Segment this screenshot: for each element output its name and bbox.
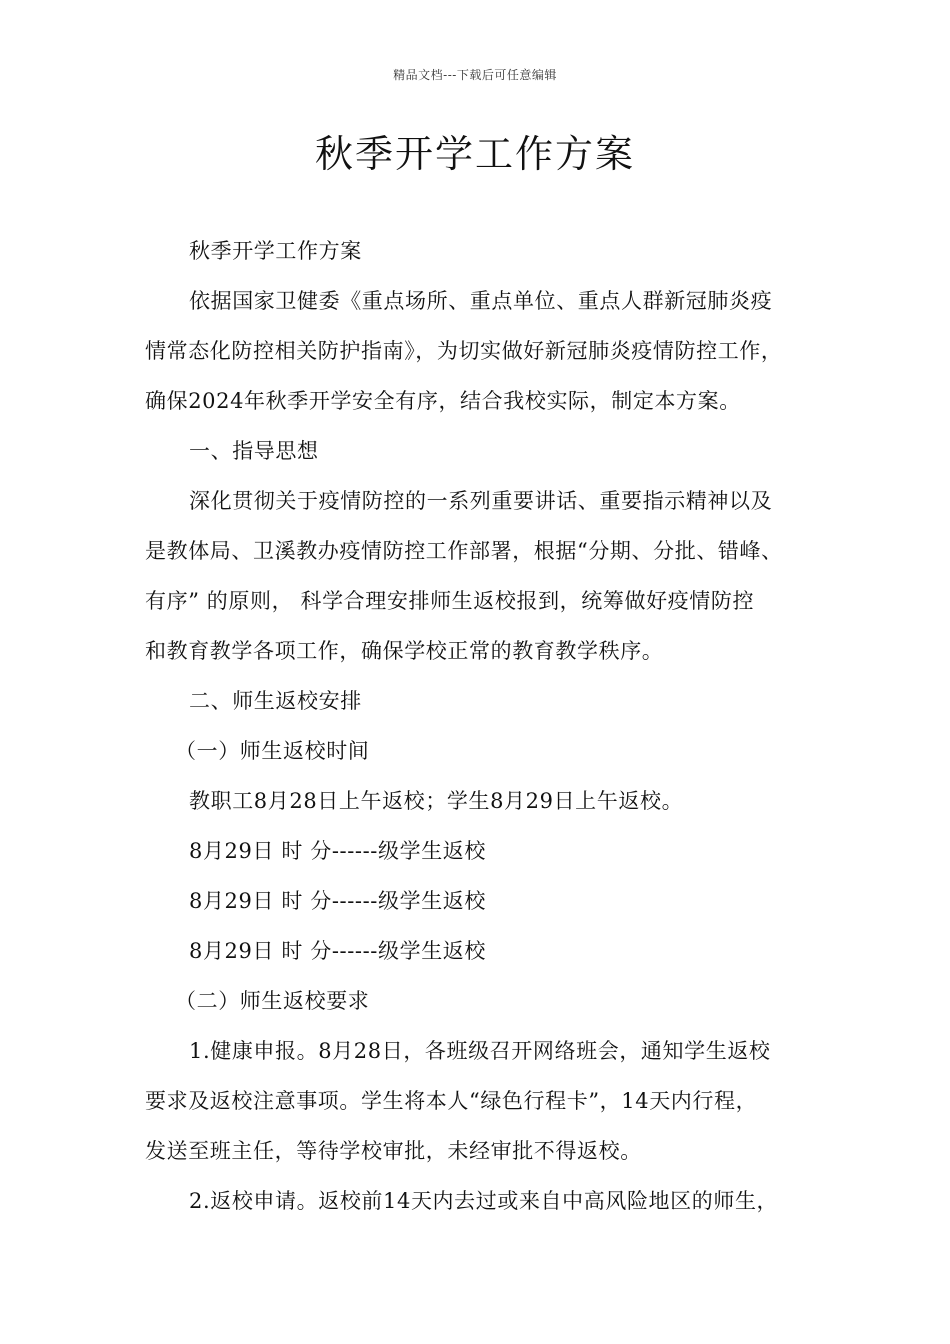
- text-line: 有序” 的原则， 科学合理安排师生返校报到，统筹做好疫情防控: [145, 589, 755, 613]
- text-line: 2.返校申请。返校前14天内去过或来自中高风险地区的师生，: [189, 1189, 779, 1213]
- text-line: 一、指导思想: [189, 439, 319, 463]
- text-line: （一）师生返校时间: [175, 739, 370, 763]
- document-title: 秋季开学工作方案: [314, 132, 635, 176]
- header-note: 精品文档---下载后可任意编辑: [393, 68, 557, 82]
- text-line: 教职工8月28日上午返校；学生8月29日上午返校。: [189, 789, 684, 813]
- text-line: 1.健康申报。8月28日，各班级召开网络班会，通知学生返校: [189, 1039, 771, 1063]
- text-line: 要求及返校注意事项。学生将本人“绿色行程卡”，14天内行程，: [145, 1089, 758, 1113]
- text-line: 二、师生返校安排: [189, 689, 362, 713]
- document-body: [145, 226, 810, 1226]
- text-line: 情常态化防控相关防护指南》，为切实做好新冠肺炎疫情防控工作，: [145, 339, 783, 363]
- text-line: 依据国家卫健委《重点场所、重点单位、重点人群新冠肺炎疫: [189, 289, 773, 313]
- text-line: （二）师生返校要求: [175, 989, 370, 1013]
- text-line: 深化贯彻关于疫情防控的一系列重要讲话、重要指示精神以及: [189, 489, 773, 513]
- text-line: 秋季开学工作方案: [189, 239, 362, 263]
- text-line: 确保2024年秋季开学安全有序，结合我校实际，制定本方案。: [145, 389, 741, 413]
- text-line: 发送至班主任，等待学校审批，未经审批不得返校。: [145, 1139, 642, 1163]
- text-line: 8月29日 时 分------级学生返校: [189, 839, 487, 863]
- text-line: 和教育教学各项工作，确保学校正常的教育教学秩序。: [145, 639, 664, 663]
- text-line: 8月29日 时 分------级学生返校: [189, 889, 487, 913]
- text-line: 8月29日 时 分------级学生返校: [189, 939, 487, 963]
- text-line: 是教体局、卫溪教办疫情防控工作部署，根据“分期、分批、错峰、: [145, 539, 783, 563]
